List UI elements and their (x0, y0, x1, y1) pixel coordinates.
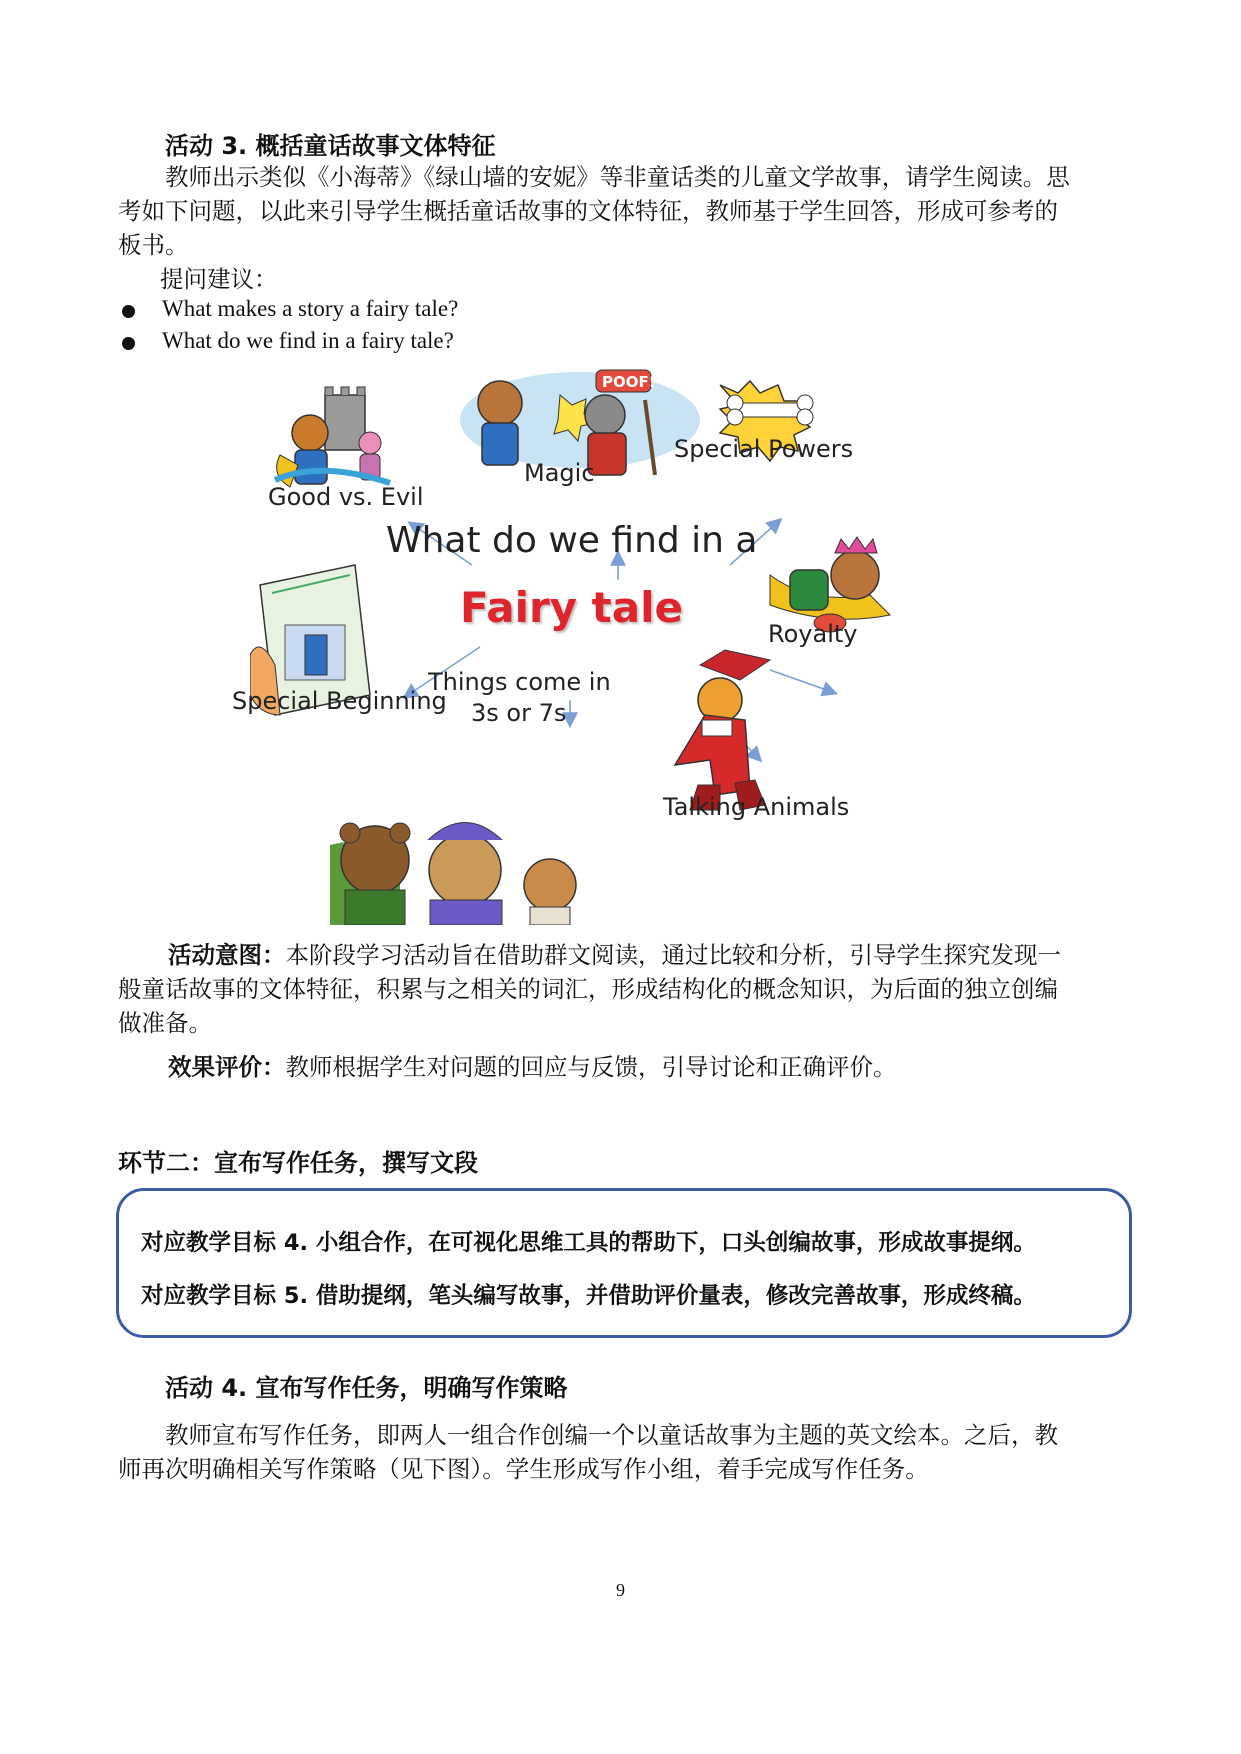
node-good-vs-evil: Good vs. Evil (268, 483, 424, 511)
mind-map-graphics (250, 365, 1000, 925)
activity3-paragraph-line2: 考如下问题，以此来引导学生概括童话故事的文体特征，教师基于学生回答，形成可参考的 (118, 197, 1058, 225)
talking-animals-illustration (675, 650, 770, 810)
evaluation-label: 效果评价： (168, 1053, 286, 1081)
activity3-paragraph-line1: 教师出示类似《小海蒂》《绿山墙的安妮》等非童话类的儿童文学故事，请学生阅读。思 (165, 163, 1070, 191)
arrow-royalty (770, 670, 835, 693)
node-royalty: Royalty (768, 620, 858, 648)
center-title-fairy-tale: Fairy tale (460, 583, 683, 632)
question-text: What do we find in a fairy tale? (162, 328, 454, 353)
intent-label: 活动意图： (168, 941, 286, 969)
evaluation-text: 教师根据学生对问题的回应与反馈，引导讨论和正确评价。 (285, 1053, 897, 1081)
goal-4: 对应教学目标 4. 小组合作，在可视化思维工具的帮助下，口头创编故事，形成故事提纲。 (141, 1230, 1036, 1256)
question-text: What makes a story a fairy tale? (162, 296, 459, 321)
fairy-tale-mind-map (232, 365, 1000, 925)
teaching-goals-box (116, 1188, 1132, 1338)
intent-line1 (168, 938, 1128, 972)
node-things-come-in-line1: Things come in (428, 668, 611, 696)
intent-text-line1: 本阶段学习活动旨在借助群文阅读，通过比较和分析，引导学生探究发现一 (285, 941, 1061, 969)
suggestion-label: 提问建议： (160, 265, 278, 293)
bullet-icon (122, 305, 135, 318)
intent-line3: 做准备。 (118, 1009, 212, 1037)
node-magic: Magic (524, 459, 595, 487)
activity4-line1: 教师宣布写作任务，即两人一组合作创编一个以童话故事为主题的英文绘本。之后，教 (165, 1421, 1058, 1449)
activity4-line2: 师再次明确相关写作策略（见下图）。学生形成写作小组，着手完成写作任务。 (118, 1455, 929, 1483)
activity3-heading: 活动 3. 概括童话故事文体特征 (165, 132, 496, 160)
node-talking-animals: Talking Animals (663, 793, 850, 821)
evaluation-line (168, 1050, 897, 1084)
intent-line2: 般童话故事的文体特征，积累与之相关的词汇，形成结构化的概念知识，为后面的独立创编 (118, 975, 1058, 1003)
bullet-icon (122, 337, 135, 350)
section2-heading: 环节二：宣布写作任务，撰写文段 (118, 1149, 478, 1177)
node-things-come-in-line2: 3s or 7s (471, 699, 567, 727)
page-number: 9 (616, 1580, 625, 1600)
center-question: What do we find in a (386, 520, 758, 561)
node-special-beginning: Special Beginning (232, 687, 447, 715)
node-special-powers: Special Powers (674, 435, 854, 463)
activity3-paragraph-line3: 板书。 (118, 231, 189, 259)
activity4-heading: 活动 4. 宣布写作任务，明确写作策略 (165, 1374, 568, 1402)
goal-5: 对应教学目标 5. 借助提纲，笔头编写故事，并借助评价量表，修改完善故事，形成终稿。 (141, 1283, 1036, 1309)
svg-text:POOF!: POOF! (602, 373, 656, 391)
good-vs-evil-illustration (275, 387, 390, 487)
royalty-illustration (770, 537, 890, 632)
three-bears-illustration (330, 823, 576, 926)
